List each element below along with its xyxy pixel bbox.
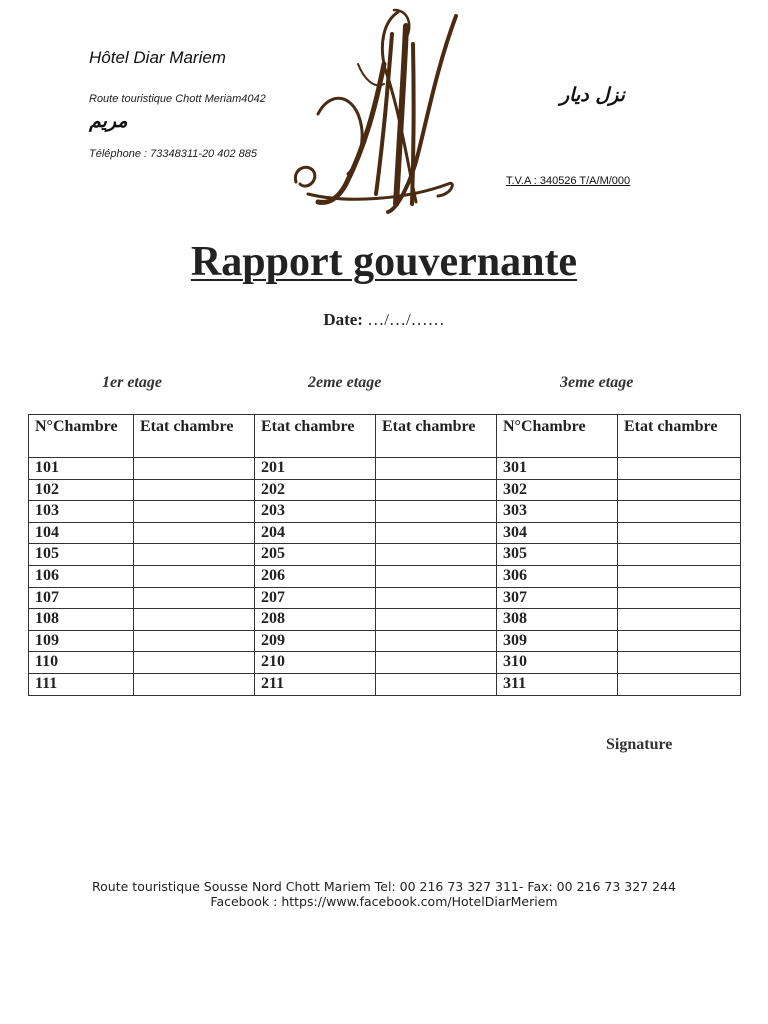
room-status-cell[interactable]: [618, 609, 741, 631]
date-line: [0, 310, 768, 330]
footer-address: Route touristique Sousse Nord Chott Mariem Tel: 00 216 73 327 311- Fax: 00 216 73 327 244: [92, 879, 676, 894]
room-status-cell[interactable]: [376, 479, 497, 501]
room-status-cell[interactable]: [134, 522, 255, 544]
room-number-floor-3: 310: [497, 652, 618, 674]
room-status-cell[interactable]: [618, 652, 741, 674]
room-status-cell[interactable]: [618, 630, 741, 652]
room-number-floor-1: 104: [29, 522, 134, 544]
room-status-cell[interactable]: [134, 587, 255, 609]
hotel-name: Hôtel Diar Mariem: [89, 48, 226, 67]
room-status-cell[interactable]: [376, 609, 497, 631]
room-status-cell[interactable]: [134, 544, 255, 566]
room-number-floor-1: 108: [29, 609, 134, 631]
room-number-floor-2: 204: [255, 522, 376, 544]
date-label: Date:: [323, 310, 363, 329]
footer: [90, 879, 678, 909]
footer-facebook: Facebook : https://www.facebook.com/HotelDiarMeriem: [210, 894, 558, 909]
table-row: [29, 522, 741, 544]
table-row: [29, 652, 741, 674]
room-status-cell[interactable]: [376, 587, 497, 609]
room-status-cell[interactable]: [618, 587, 741, 609]
hotel-phone: Téléphone : 73348311-20 402 885: [89, 148, 257, 160]
rooms-table: [28, 414, 741, 696]
room-status-cell[interactable]: [134, 652, 255, 674]
room-number-floor-2: 206: [255, 565, 376, 587]
room-number-floor-2: 210: [255, 652, 376, 674]
room-status-cell[interactable]: [618, 458, 741, 480]
room-number-floor-3: 305: [497, 544, 618, 566]
room-status-cell[interactable]: [134, 673, 255, 695]
room-number-floor-3: 311: [497, 673, 618, 695]
room-number-floor-1: 105: [29, 544, 134, 566]
table-row: [29, 609, 741, 631]
room-number-floor-3: 302: [497, 479, 618, 501]
hotel-address: Route touristique Chott Meriam4042: [89, 93, 266, 105]
room-status-cell[interactable]: [618, 673, 741, 695]
room-status-cell[interactable]: [134, 565, 255, 587]
room-number-floor-3: 306: [497, 565, 618, 587]
room-status-cell[interactable]: [134, 501, 255, 523]
room-status-cell[interactable]: [618, 522, 741, 544]
room-status-cell[interactable]: [134, 479, 255, 501]
room-number-floor-1: 109: [29, 630, 134, 652]
room-number-floor-2: 203: [255, 501, 376, 523]
room-number-floor-2: 207: [255, 587, 376, 609]
room-status-cell[interactable]: [618, 544, 741, 566]
column-header: N°Chambre: [497, 415, 618, 458]
room-status-cell[interactable]: [376, 652, 497, 674]
room-number-floor-1: 106: [29, 565, 134, 587]
room-number-floor-3: 304: [497, 522, 618, 544]
room-number-floor-3: 308: [497, 609, 618, 631]
room-status-cell[interactable]: [376, 565, 497, 587]
room-number-floor-1: 110: [29, 652, 134, 674]
room-number-floor-1: 111: [29, 673, 134, 695]
column-header: Etat chambre: [376, 415, 497, 458]
arabic-name-right: نزل ديار: [560, 84, 625, 106]
date-value: …/…/……: [367, 310, 445, 329]
room-number-floor-2: 211: [255, 673, 376, 695]
table-row: [29, 673, 741, 695]
table-row: [29, 458, 741, 480]
room-number-floor-2: 205: [255, 544, 376, 566]
column-header: Etat chambre: [255, 415, 376, 458]
room-status-cell[interactable]: [376, 630, 497, 652]
table-row: [29, 630, 741, 652]
room-number-floor-1: 107: [29, 587, 134, 609]
room-number-floor-1: 101: [29, 458, 134, 480]
room-status-cell[interactable]: [376, 673, 497, 695]
room-number-floor-3: 301: [497, 458, 618, 480]
column-header: Etat chambre: [134, 415, 255, 458]
room-status-cell[interactable]: [376, 544, 497, 566]
room-number-floor-2: 209: [255, 630, 376, 652]
room-number-floor-2: 202: [255, 479, 376, 501]
table-header-row: [29, 415, 741, 458]
column-header: Etat chambre: [618, 415, 741, 458]
room-status-cell[interactable]: [376, 458, 497, 480]
table-row: [29, 565, 741, 587]
floor-3-label: 3eme etage: [560, 374, 634, 391]
room-number-floor-2: 201: [255, 458, 376, 480]
room-number-floor-3: 307: [497, 587, 618, 609]
table-row: [29, 479, 741, 501]
room-number-floor-2: 208: [255, 609, 376, 631]
table-row: [29, 587, 741, 609]
floor-1-label: 1er etage: [102, 374, 162, 391]
table-row: [29, 501, 741, 523]
page-title: Rapport gouvernante: [190, 239, 578, 285]
room-status-cell[interactable]: [618, 565, 741, 587]
room-number-floor-3: 303: [497, 501, 618, 523]
room-status-cell[interactable]: [618, 501, 741, 523]
hotel-monogram-logo-icon: [288, 4, 460, 216]
table-row: [29, 544, 741, 566]
room-status-cell[interactable]: [376, 501, 497, 523]
arabic-name-left: مريم: [89, 110, 128, 132]
room-status-cell[interactable]: [618, 479, 741, 501]
column-header: N°Chambre: [29, 415, 134, 458]
room-number-floor-3: 309: [497, 630, 618, 652]
room-status-cell[interactable]: [134, 458, 255, 480]
room-status-cell[interactable]: [134, 630, 255, 652]
room-status-cell[interactable]: [376, 522, 497, 544]
tva-number: T.V.A : 340526 T/A/M/000: [506, 175, 631, 187]
room-number-floor-1: 102: [29, 479, 134, 501]
room-status-cell[interactable]: [134, 609, 255, 631]
signature-label: Signature: [606, 736, 673, 753]
room-number-floor-1: 103: [29, 501, 134, 523]
floor-2-label: 2eme etage: [308, 374, 382, 391]
